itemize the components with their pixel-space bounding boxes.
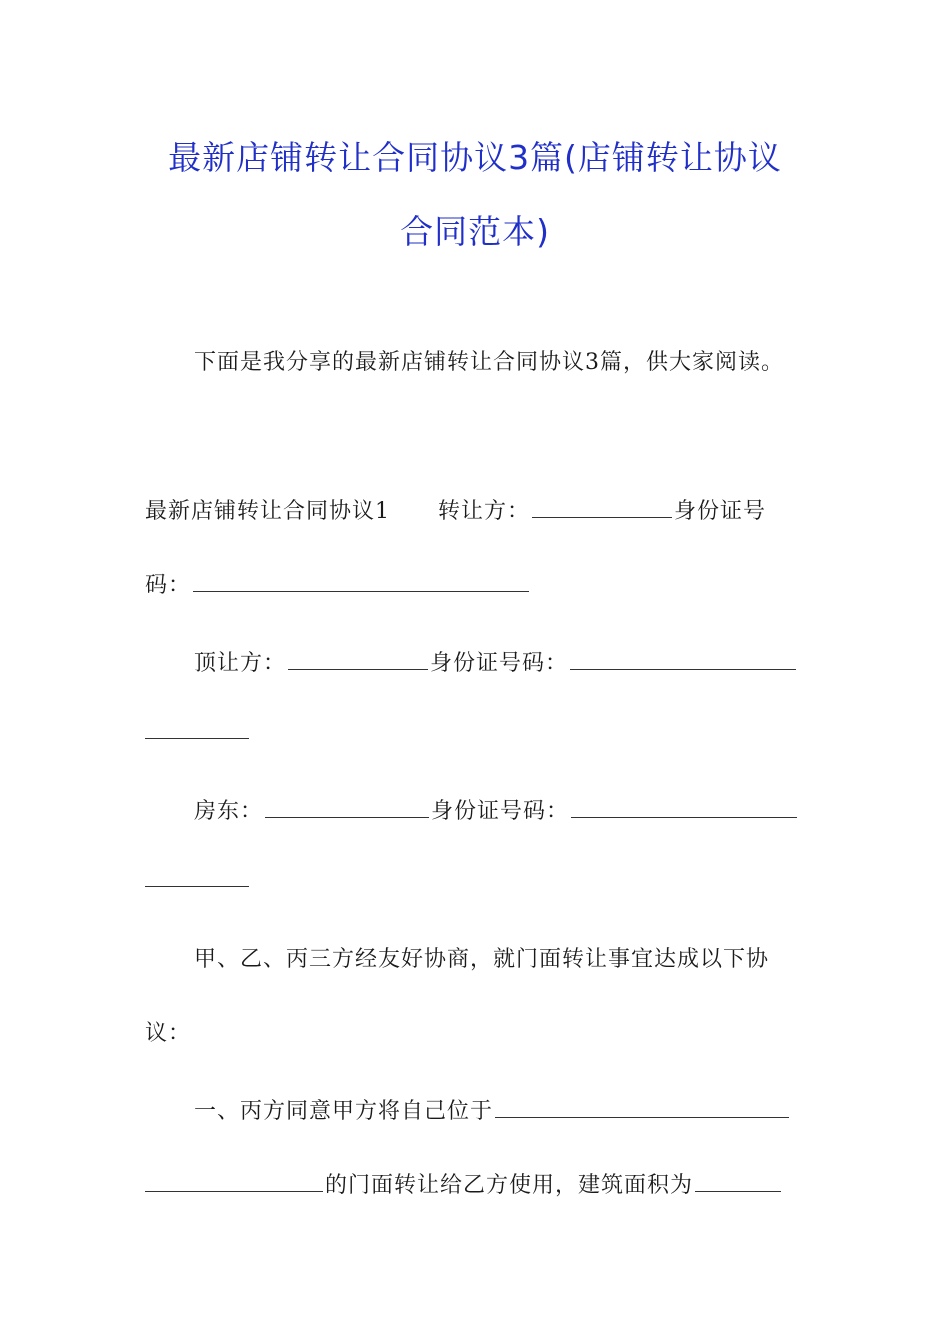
clause-1-start: 一、丙方同意甲方将自己位于 — [194, 1099, 494, 1124]
landlord-line — [194, 794, 799, 825]
transferor-id-blank — [193, 591, 529, 592]
clause-1-line-2 — [145, 1168, 783, 1199]
transferor-blank — [532, 517, 672, 518]
area-blank — [695, 1191, 781, 1192]
landlord-blank — [265, 817, 429, 818]
transferee-id-label: 身份证号码： — [430, 651, 569, 676]
transferee-id-blank-2 — [145, 738, 249, 739]
transferee-blank — [288, 669, 428, 670]
id-label: 身份证号 — [674, 499, 767, 524]
transferee-id-blank — [570, 669, 796, 670]
transferor-id-line — [145, 568, 531, 599]
landlord-id-blank-2 — [145, 886, 249, 887]
contract-heading: 最新店铺转让合同协议1 — [145, 499, 390, 524]
clause-1-line-1 — [194, 1094, 791, 1125]
agreement-paragraph-line-1: 甲、乙、丙三方经友好协商，就门面转让事宜达成以下协 — [194, 947, 770, 972]
id-label-tail: 码： — [145, 573, 192, 598]
document-title-line-1: 最新店铺转让合同协议3篇(店铺转让协议 — [168, 138, 782, 177]
transferee-id-continuation — [145, 720, 249, 745]
landlord-id-continuation — [145, 868, 249, 893]
contract-header-line — [145, 494, 766, 525]
landlord-id-blank — [571, 817, 797, 818]
landlord-id-label: 身份证号码： — [431, 799, 570, 824]
location-blank — [495, 1117, 789, 1118]
location-blank-2 — [145, 1191, 323, 1192]
landlord-label: 房东： — [194, 799, 264, 824]
clause-1-middle: 的门面转让给乙方使用，建筑面积为 — [325, 1173, 694, 1198]
agreement-paragraph-line-2: 议： — [145, 1021, 192, 1046]
intro-paragraph: 下面是我分享的最新店铺转让合同协议3篇，供大家阅读。 — [194, 350, 784, 375]
transferee-line — [194, 646, 798, 677]
transferor-label: 转让方： — [438, 499, 531, 524]
document-title-line-2: 合同范本) — [400, 212, 550, 251]
transferee-label: 顶让方： — [194, 651, 287, 676]
